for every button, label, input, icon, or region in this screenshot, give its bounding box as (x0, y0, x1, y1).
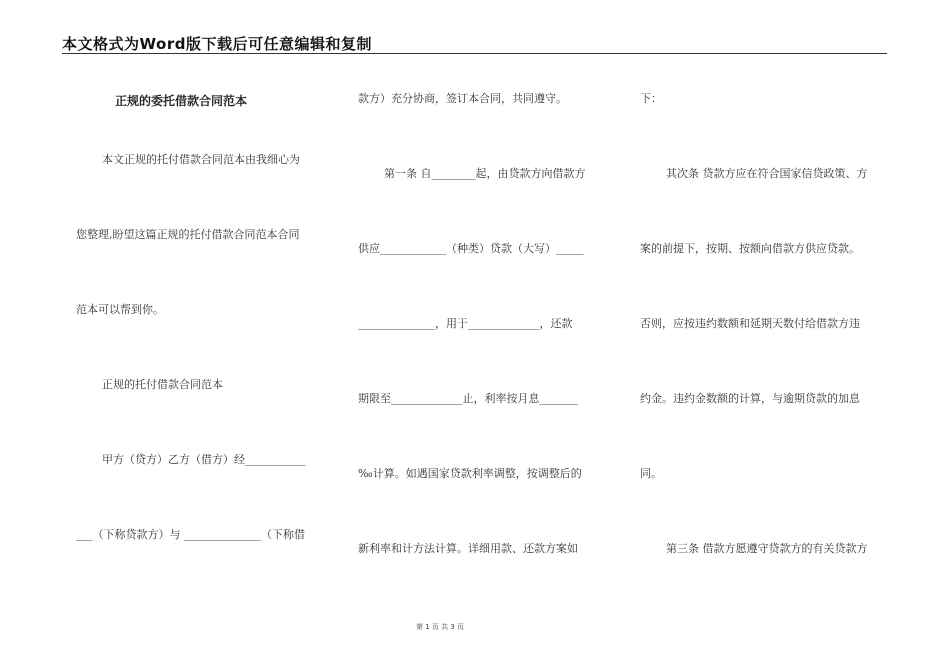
paragraph-line: 约金。违约金数额的计算，与逾期贷款的加息 (640, 392, 860, 405)
paragraph-line: ___（下称贷款方）与 ______________（下称借 (76, 528, 305, 541)
paragraph-line: 第一条 自________起，由贷款方向借款方 (384, 167, 586, 180)
paragraph-line: 款方）充分协商，签订本合同，共同遵守。 (358, 92, 567, 105)
paragraph-line: 甲方（贷方）乙方（借方）经___________ (102, 453, 306, 466)
paragraph-line: 您整理,盼望这篇正规的托付借款合同范本合同 (76, 228, 300, 241)
paragraph-line: 否则，应按违约数额和延期天数付给借款方违 (640, 317, 860, 330)
document-title: 正规的委托借款合同范本 (115, 94, 248, 108)
page-header-title: 本文格式为Word版下载后可任意编辑和复制 (62, 35, 372, 53)
paragraph-line: 第三条 借款方愿遵守贷款方的有关贷款方 (666, 542, 868, 555)
paragraph-line: 范本可以帮到你。 (76, 303, 164, 316)
paragraph-line: 供应____________（种类）贷款（大写）_____ (358, 242, 584, 255)
paragraph-line: ______________，用于_____________，还款 (358, 317, 573, 330)
header-divider (62, 53, 887, 54)
paragraph-line: 本文正规的托付借款合同范本由我细心为 (102, 153, 300, 166)
paragraph-line: 案的前提下，按期、按额向借款方供应贷款。 (640, 242, 860, 255)
paragraph-line: 同。 (640, 467, 662, 480)
paragraph-line: 新利率和计方法计算。详细用款、还款方案如 (358, 542, 578, 555)
paragraph-line: 下： (640, 92, 662, 105)
paragraph-line: ‰计算。如遇国家贷款利率调整，按调整后的 (358, 467, 582, 480)
paragraph-line: 期限至_____________止，利率按月息_______ (358, 392, 578, 405)
paragraph-line: 其次条 贷款方应在符合国家信贷政策、方 (666, 167, 868, 180)
paragraph-line: 正规的托付借款合同范本 (102, 378, 223, 391)
page-number: 第 1 页 共 3 页 (415, 623, 465, 631)
